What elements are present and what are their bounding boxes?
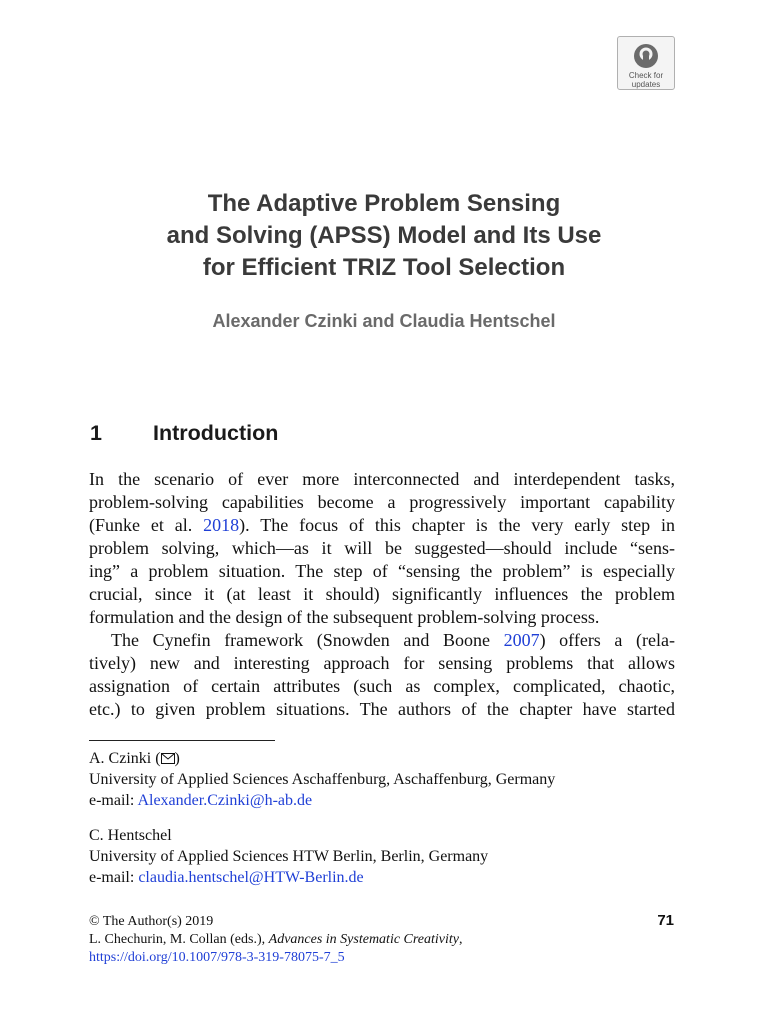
citation-line — [89, 931, 679, 949]
footnote-hentschel — [89, 825, 679, 888]
title-line-3: for Efficient TRIZ Tool Selection — [202, 254, 566, 281]
title-line-2: and Solving (APSS) Model and Its Use — [166, 222, 602, 249]
book-title: Advances in Systematic Creativity — [268, 932, 460, 947]
text-line: assignation of certain attributes (such as complex, complicated, chaotic, — [89, 676, 675, 696]
text-fragment: The Cynefin framework (Snowden and Boone — [111, 630, 504, 650]
footnote-name — [89, 748, 679, 769]
footnote-email-line — [89, 790, 679, 811]
badge-line-2: updates — [631, 80, 661, 89]
crossmark-icon — [632, 42, 660, 70]
text-line — [89, 514, 675, 537]
check-for-updates-badge[interactable] — [617, 36, 675, 90]
email-label: e-mail: — [89, 792, 138, 809]
text-fragment: ) offers a (rela- — [539, 630, 675, 650]
text-line: problem solving, which—as it will be suggested—should include “sens- — [89, 538, 675, 558]
citation-link-snowden-2007[interactable]: 2007 — [503, 630, 540, 650]
envelope-icon — [161, 753, 175, 764]
title-line-1: The Adaptive Problem Sensing — [207, 190, 561, 217]
footnote-name: C. Hentschel — [89, 827, 172, 844]
paper-title — [90, 188, 678, 284]
text-line: problem-solving capabilities become a progressively important capability — [89, 492, 675, 512]
comma: , — [459, 932, 463, 947]
section-number: 1 — [90, 421, 102, 445]
section-heading — [90, 418, 278, 448]
text-line: In the scenario of ever more interconnected and interdependent tasks, — [89, 469, 675, 489]
author-name: A. Czinki ( — [89, 750, 161, 767]
text-line: tively) new and interesting approach for sensing problems that allows — [89, 653, 675, 673]
text-line: crucial, since it (at least it should) significantly influences the problem — [89, 584, 675, 604]
footnote-affiliation: University of Applied Sciences Aschaffenburg, Aschaffenburg, Germany — [89, 771, 556, 788]
citation-link-funke-2018[interactable]: 2018 — [203, 515, 240, 535]
body-text — [89, 468, 675, 721]
email-label: e-mail: — [89, 869, 139, 886]
doi-link[interactable]: https://doi.org/10.1007/978-3-319-78075-7_5 — [89, 950, 345, 965]
text-line: etc.) to given problem situations. The authors of the chapter have started — [89, 699, 675, 719]
section-title: Introduction — [153, 421, 279, 445]
footnote-czinki — [89, 748, 679, 811]
paragraph-1 — [89, 468, 675, 629]
editors: L. Chechurin, M. Collan (eds.), — [89, 932, 269, 947]
footnote-email-line — [89, 867, 679, 888]
author-list: Alexander Czinki and Claudia Hentschel — [212, 311, 556, 331]
text-line: formulation and the design of the subsequent problem-solving process. — [89, 607, 600, 627]
footnote-divider — [89, 740, 275, 741]
email-link-czinki[interactable]: Alexander.Czinki@h-ab.de — [137, 792, 313, 809]
footnote-affiliation: University of Applied Sciences HTW Berlin, Berlin, Germany — [89, 848, 489, 865]
page-footer — [89, 913, 679, 967]
text-line — [89, 629, 675, 652]
text-fragment: ). The focus of this chapter is the very early step in — [239, 515, 675, 535]
author-name-end: ) — [174, 750, 180, 767]
text-fragment: (Funke et al. — [89, 515, 204, 535]
badge-line-1: Check for — [628, 71, 664, 80]
email-link-hentschel[interactable]: claudia.hentschel@HTW-Berlin.de — [138, 869, 364, 886]
text-line: ing” a problem situation. The step of “sensing the problem” is especially — [89, 561, 675, 581]
copyright-line: © The Author(s) 2019 — [89, 914, 214, 929]
paragraph-2 — [89, 629, 675, 721]
page-number: 71 — [657, 912, 674, 929]
